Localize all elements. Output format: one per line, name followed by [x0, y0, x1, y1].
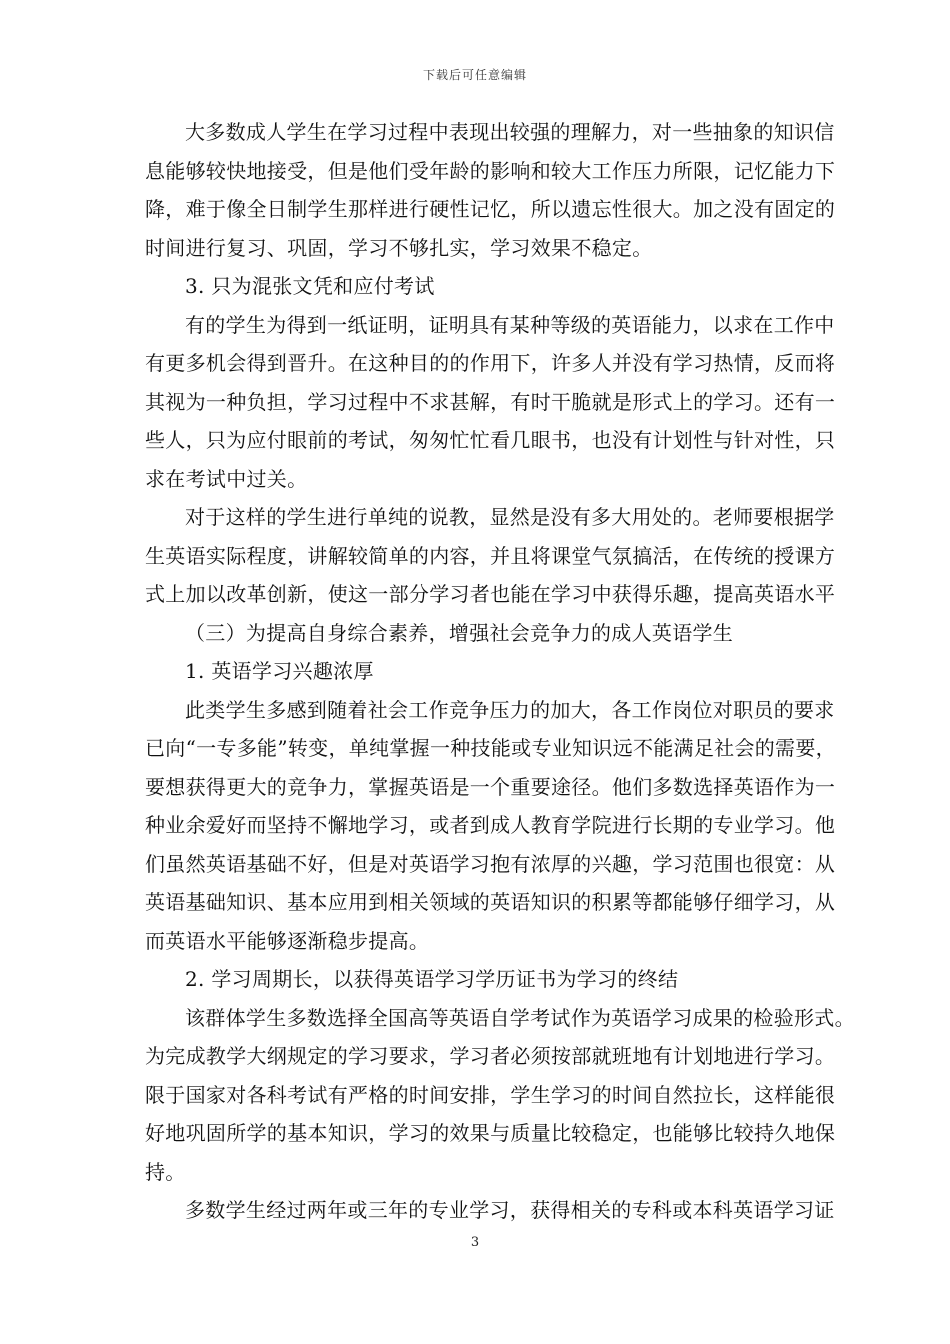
text-line: 要想获得更大的竞争力，掌握英语是一个重要途径。他们多数选择英语作为一 — [145, 774, 836, 799]
text-line: 大多数成人学生在学习过程中表现出较强的理解力，对一些抽象的知识信 — [185, 120, 835, 144]
text-line: 息能够较快地接受，但是他们受年龄的影响和较大工作压力所限，记忆能力下 — [145, 158, 836, 183]
page-number: 3 — [470, 1235, 480, 1250]
text-line: 生英语实际程度，讲解较简单的内容，并且将课堂气氛搞活，在传统的授课方 — [145, 543, 836, 568]
text-line: 式上加以改革创新，使这一部分学习者也能在学习中获得乐趣，提高英语水平 — [145, 582, 836, 606]
text-line: 有更多机会得到晋升。在这种目的的作用下，许多人并没有学习热情，反而将 — [145, 351, 836, 375]
body-paragraph — [145, 306, 836, 499]
text-line: 1. 英语学习兴趣浓厚 — [185, 659, 374, 683]
body-paragraph — [145, 999, 855, 1192]
section-heading — [145, 614, 807, 653]
text-line: 时间进行复习、巩固，学习不够扎实，学习效果不稳定。 — [145, 235, 653, 260]
text-line: 有的学生为得到一纸证明，证明具有某种等级的英语能力，以求在工作中 — [185, 312, 835, 337]
text-line: 此类学生多感到随着社会工作竞争压力的加大，各工作岗位对职员的要求 — [185, 697, 835, 722]
text-line: 些人，只为应付眼前的考试，匆匆忙忙看几眼书，也没有计划性与针对性，只 — [145, 428, 836, 452]
text-line: 已向“一专多能”转变，单纯掌握一种技能或专业知识远不能满足社会的需要， — [145, 736, 836, 760]
text-line: 其视为一种负担，学习过程中不求甚解，有时干脆就是形式上的学习。还有一 — [145, 389, 836, 414]
text-line: （三）为提高自身综合素养，增强社会竞争力的成人英语学生 — [185, 620, 734, 645]
document-body — [145, 113, 855, 1230]
text-line: 对于这样的学生进行单纯的说教，显然是没有多大用处的。老师要根据学 — [185, 505, 835, 529]
text-line: 好地巩固所学的基本知识，学习的效果与质量比较稳定，也能够比较持久地保 — [145, 1121, 836, 1145]
text-line: 降，难于像全日制学生那样进行硬性记忆，所以遗忘性很大。加之没有固定的 — [145, 197, 836, 221]
body-paragraph — [145, 691, 836, 961]
body-paragraph — [145, 113, 836, 267]
section-heading — [145, 267, 807, 306]
text-line: 持。 — [145, 1159, 186, 1184]
text-line: 们虽然英语基础不好，但是对英语学习抱有浓厚的兴趣，学习范围也很宽：从 — [145, 851, 836, 876]
text-line: 3. 只为混张文凭和应付考试 — [185, 274, 435, 298]
body-paragraph — [145, 1191, 835, 1230]
section-heading — [145, 652, 807, 691]
text-line: 种业余爱好而坚持不懈地学习，或者到成人教育学院进行长期的专业学习。他 — [145, 813, 836, 837]
text-line: 为完成教学大纲规定的学习要求，学习者必须按部就班地有计划地进行学习。 — [145, 1044, 836, 1068]
body-paragraph — [145, 498, 836, 614]
text-line: 英语基础知识、基本应用到相关领域的英语知识的积累等都能够仔细学习，从 — [145, 890, 836, 914]
section-heading — [145, 960, 807, 999]
text-line: 多数学生经过两年或三年的专业学习，获得相关的专科或本科英语学习证 — [185, 1198, 835, 1222]
text-line: 限于国家对各科考试有严格的时间安排，学生学习的时间自然拉长，这样能很 — [145, 1082, 836, 1107]
text-line: 2. 学习周期长，以获得英语学习学历证书为学习的终结 — [185, 967, 679, 991]
page-header: 下载后可任意编辑 — [422, 68, 527, 82]
text-line: 该群体学生多数选择全国高等英语自学考试作为英语学习成果的检验形式。 — [185, 1005, 855, 1030]
text-line: 求在考试中过关。 — [145, 466, 308, 491]
text-line: 而英语水平能够逐渐稳步提高。 — [145, 928, 430, 953]
